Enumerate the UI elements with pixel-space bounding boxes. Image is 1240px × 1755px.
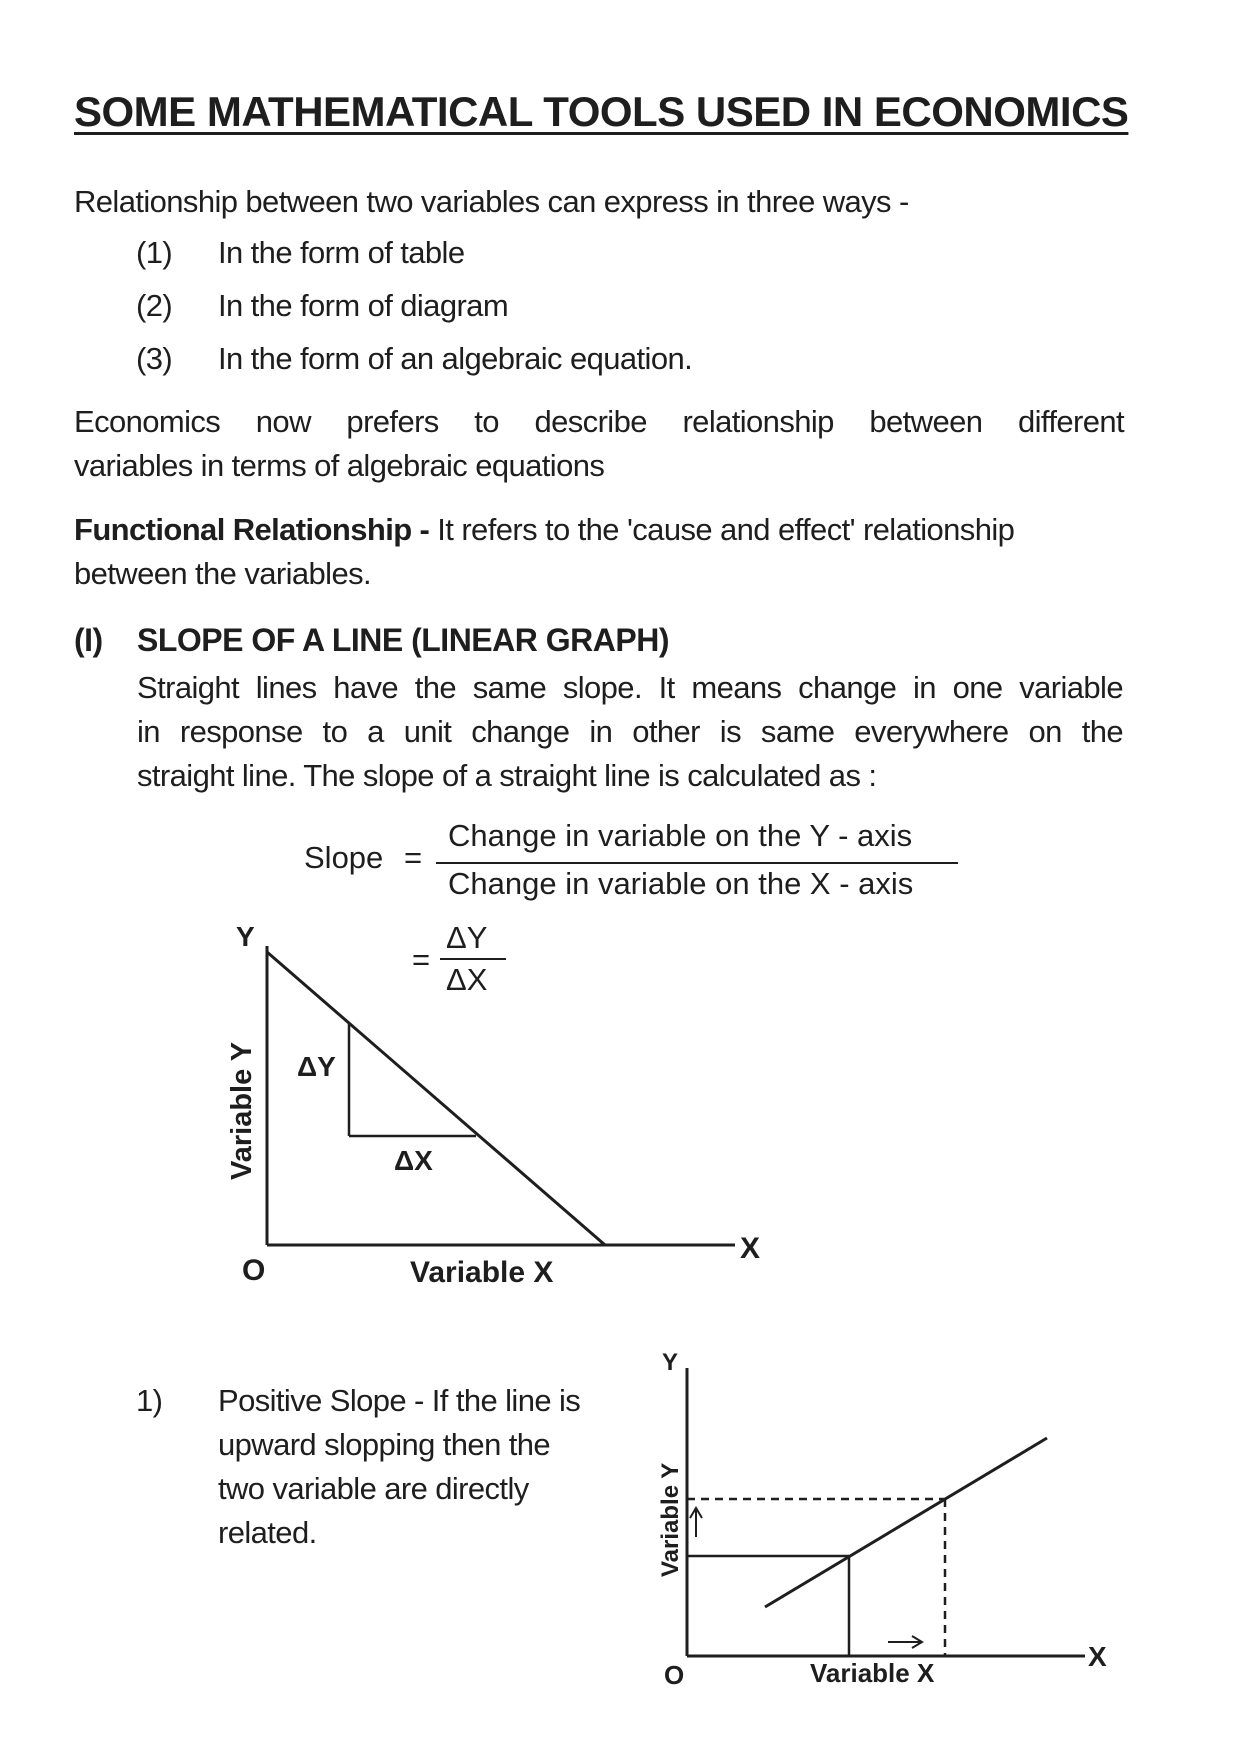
- graph1-y-axis-letter: Y: [236, 921, 255, 952]
- economics-paragraph-line-2: variables in terms of algebraic equations: [74, 448, 605, 483]
- formula-slope-label: Slope: [304, 840, 384, 875]
- positive-slope-line-3: two variable are directly: [218, 1471, 529, 1506]
- formula-fraction-bar: [436, 862, 958, 864]
- section-heading: SLOPE OF A LINE (LINEAR GRAPH): [137, 622, 669, 658]
- graph1-y-label: Variable Y: [226, 1041, 258, 1180]
- positive-slope-number: 1): [136, 1383, 163, 1418]
- graph1-delta-x-label: ΔX: [394, 1145, 433, 1176]
- graph1-x-label: Variable X: [410, 1256, 554, 1289]
- slope-paragraph-line-3: straight line. The slope of a straight line is calculated as :: [137, 758, 877, 793]
- way-3-text: In the form of an algebraic equation.: [218, 341, 693, 376]
- way-3-number: (3): [136, 341, 173, 376]
- functional-relationship-line-2: between the variables.: [74, 556, 371, 591]
- positive-slope-line-1: Positive Slope - If the line is: [218, 1383, 581, 1418]
- positive-slope-line-2: upward slopping then the: [218, 1427, 551, 1462]
- page-title: SOME MATHEMATICAL TOOLS USED IN ECONOMICS: [74, 88, 1129, 135]
- way-1-text: In the form of table: [218, 235, 465, 270]
- formula-equals: =: [404, 840, 423, 875]
- functional-relationship-definition: It refers to the 'cause and effect' relationship: [429, 512, 1015, 547]
- slope-paragraph-line-1: Straight lines have the same slope. It means change in one variable: [137, 670, 1123, 705]
- formula-numerator: Change in variable on the Y - axis: [448, 818, 913, 853]
- graph1-slope-line: [267, 952, 605, 1245]
- functional-relationship-line-1: [74, 508, 1014, 552]
- linear-graph: [200, 900, 800, 1320]
- formula-equals-2: =: [412, 942, 431, 977]
- way-2-number: (2): [136, 288, 173, 323]
- slope-paragraph-line-2: in response to a unit change in other is same everywhere on the: [137, 714, 1123, 749]
- graph2-x-axis-letter: X: [1088, 1641, 1107, 1672]
- formula-delta-x: ΔX: [446, 962, 488, 997]
- positive-slope-line-4: related.: [218, 1515, 317, 1550]
- graph1-x-axis-letter: X: [740, 1232, 761, 1265]
- graph1-origin: O: [242, 1254, 266, 1287]
- way-1-number: (1): [136, 235, 173, 270]
- formula-delta-y: ΔY: [446, 920, 488, 955]
- economics-paragraph-line-1: Economics now prefers to describe relationship between different: [74, 404, 1124, 439]
- graph2-slope-line: [765, 1438, 1047, 1607]
- graph1-delta-y-label: ΔY: [297, 1051, 336, 1082]
- graph2-y-axis-letter: Y: [662, 1349, 679, 1376]
- way-2-text: In the form of diagram: [218, 288, 509, 323]
- intro-text: Relationship between two variables can express in three ways -: [74, 184, 909, 219]
- graph2-origin: O: [664, 1660, 685, 1690]
- functional-relationship-term: Functional Relationship -: [74, 512, 430, 547]
- graph2-x-label: Variable X: [810, 1658, 935, 1688]
- formula-denominator: Change in variable on the X - axis: [448, 866, 914, 901]
- positive-slope-graph: [640, 1340, 1140, 1700]
- section-number: (I): [74, 622, 103, 658]
- graph2-y-label: Variable Y: [657, 1462, 684, 1577]
